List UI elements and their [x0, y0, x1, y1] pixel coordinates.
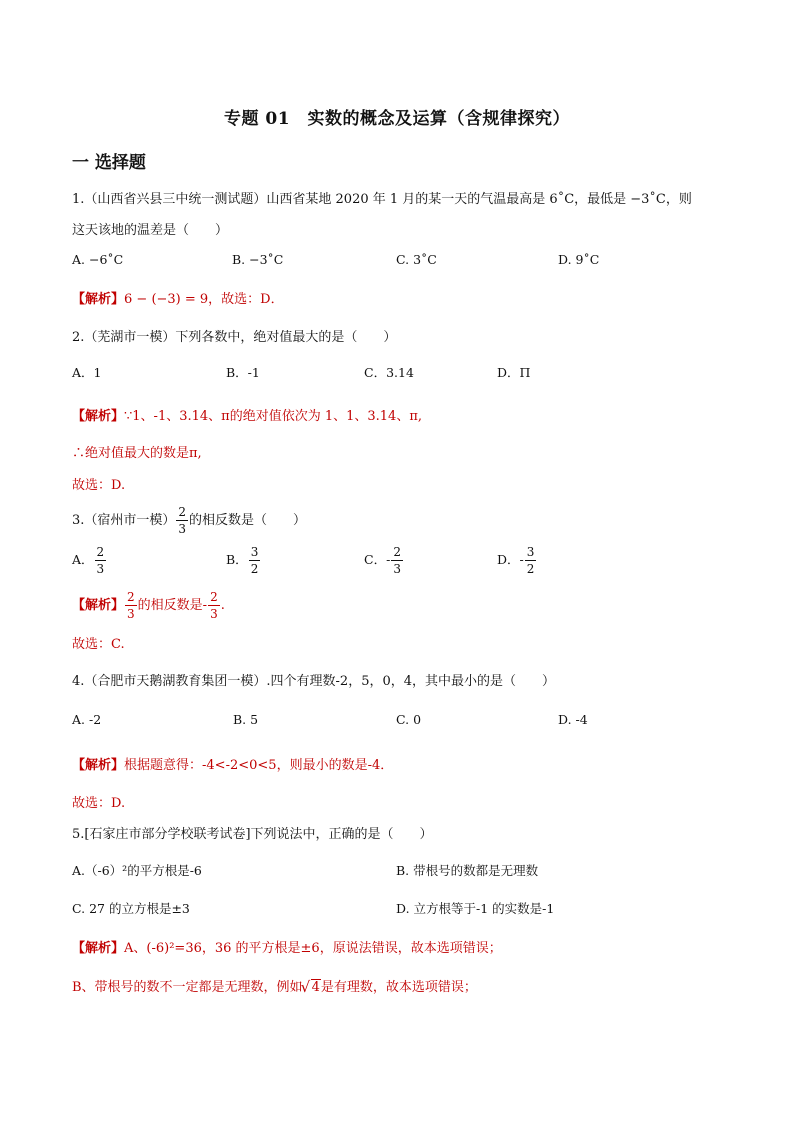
q5-solution-line1 — [72, 937, 502, 956]
q1-solution — [72, 288, 284, 307]
option-fraction — [95, 546, 107, 575]
option-fraction — [249, 546, 261, 575]
denominator: 3 — [210, 607, 218, 621]
numerator: 3 — [250, 545, 259, 559]
option-sign: - — [519, 552, 524, 567]
denominator: 3 — [393, 562, 401, 576]
q4-answer: 根据题意得：-4<-2<0<5，则最小的数是-4． — [124, 758, 394, 773]
q1-option-b: B. −3˚C — [232, 252, 284, 267]
solution-tag: 【解析】 — [72, 941, 125, 956]
q3-fraction — [176, 506, 188, 535]
numerator: 2 — [210, 590, 218, 604]
numerator: 2 — [127, 590, 135, 604]
solution-tag: 【解析】 — [72, 409, 125, 424]
q3-stem-suffix: 的相反数是（ ） — [189, 513, 307, 528]
q3-solution-text: 的相反数是- — [137, 598, 208, 613]
q2-stem: 2.（芜湖市一模）下列各数中，绝对值最大的是（ ） — [72, 330, 397, 345]
q2-option-a: A．1 — [72, 365, 102, 380]
q3-option-d — [497, 546, 537, 575]
denominator: 3 — [178, 522, 187, 536]
option-fraction — [391, 546, 403, 575]
q5-option-d: D. 立方根等于-1 的实数是-1 — [396, 901, 555, 916]
numerator: 2 — [96, 545, 105, 559]
q5-option-b: B. 带根号的数都是无理数 — [396, 863, 539, 878]
q2-answer-line3: 故选：D. — [72, 478, 126, 493]
q5-stem: 5.[石家庄市部分学校联考试卷]下列说法中，正确的是（ ） — [72, 827, 433, 842]
q1-option-c: C. 3˚C — [396, 252, 437, 267]
q4-option-b: B. 5 — [233, 712, 259, 727]
q4-option-a: A. -2 — [72, 712, 102, 727]
q2-option-d: D．Π — [497, 365, 531, 380]
q4-option-d: D. -4 — [558, 712, 588, 727]
option-label: A． — [72, 552, 94, 567]
option-label: B． — [226, 552, 248, 567]
q1-option-a: A. −6˚C — [72, 252, 124, 267]
q3-stem-prefix: 3.（宿州市一模） — [72, 513, 176, 528]
denominator: 3 — [96, 562, 105, 576]
q5-answer-suffix: 是有理数，故本选项错误； — [320, 980, 477, 995]
q5-answer-prefix: B、带根号的数不一定都是无理数，例如 — [72, 980, 303, 995]
q4-answer-line2: 故选：D. — [72, 796, 126, 811]
q2-option-c: C．3.14 — [364, 365, 414, 380]
numerator: 3 — [526, 545, 535, 559]
q3-option-c — [364, 546, 404, 575]
q5-option-a: A.（-6）²的平方根是-6 — [72, 863, 202, 878]
denominator: 3 — [127, 607, 135, 621]
q3-solution — [72, 591, 225, 620]
q5-answer-line1: A、(-6)²=36，36 的平方根是±6，原说法错误，故本选项错误； — [124, 941, 502, 956]
q3-solution-fraction-2 — [208, 591, 220, 620]
denominator: 2 — [526, 562, 535, 576]
q4-option-c: C. 0 — [396, 712, 422, 727]
q3-solution-fraction — [125, 591, 137, 620]
q4-solution — [72, 754, 393, 773]
q5-option-c: C. 27 的立方根是±3 — [72, 901, 190, 916]
option-fraction — [525, 546, 537, 575]
q2-option-b: B．-1 — [226, 365, 260, 380]
q1-stem-line1: 1.（山西省兴县三中统一测试题）山西省某地 2020 年 1 月的某一天的气温最高是 6˚C，最低是 −3˚C，则 — [72, 192, 692, 207]
q2-solution-line1 — [72, 405, 422, 424]
solution-tag: 【解析】 — [72, 292, 125, 307]
q4-stem: 4.（合肥市天鹅湖教育集团一模）.四个有理数-2，5，0，4，其中最小的是（ ） — [72, 674, 556, 689]
q3-stem — [72, 506, 306, 535]
q2-answer-line2: ∴绝对值最大的数是π, — [72, 446, 202, 461]
q3-option-b — [226, 546, 261, 575]
q5-answer-line2 — [72, 976, 477, 995]
radicand: 4 — [311, 980, 320, 995]
sqrt-expression — [303, 980, 321, 995]
option-label: C． — [364, 552, 387, 567]
solution-tag: 【解析】 — [72, 598, 125, 613]
q1-option-d: D. 9˚C — [558, 252, 600, 267]
q1-answer: 6 − (−3) = 9，故选：D． — [124, 292, 284, 307]
numerator: 2 — [178, 505, 187, 519]
q1-stem-line2: 这天该地的温差是（ ） — [72, 223, 229, 238]
solution-tag: 【解析】 — [72, 758, 125, 773]
q2-answer-line1: ∵1、-1、3.14、π的绝对值依次为 1、1、3.14、π, — [124, 409, 423, 424]
q3-solution-end: . — [220, 598, 225, 613]
q3-answer-line2: 故选：C. — [72, 637, 125, 652]
option-label: D． — [497, 552, 520, 567]
page-title: 专题 01 实数的概念及运算（含规律探究） — [223, 109, 571, 129]
section-heading: 一 选择题 — [72, 153, 146, 173]
option-sign: - — [386, 552, 391, 567]
numerator: 2 — [393, 545, 401, 559]
denominator: 2 — [250, 562, 259, 576]
q3-option-a — [72, 546, 107, 575]
